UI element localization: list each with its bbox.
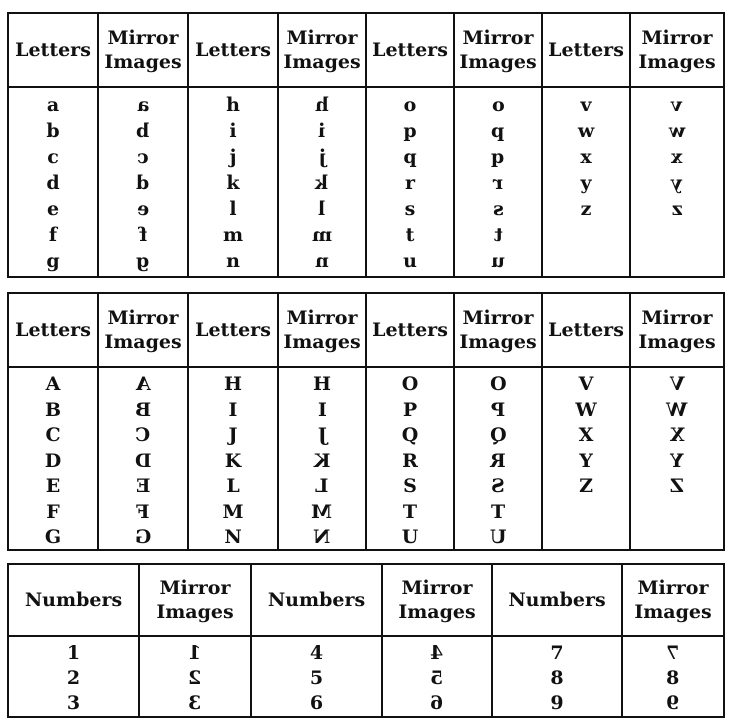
letters-column xyxy=(543,368,631,551)
mirror-letter: h xyxy=(315,94,329,116)
header-label: Letters xyxy=(195,39,271,61)
letter: Z xyxy=(579,475,593,497)
mirror-images-header xyxy=(455,14,543,86)
letter: r xyxy=(404,172,415,194)
number: 9 xyxy=(550,692,564,714)
mirror-letter: p xyxy=(491,120,505,142)
number: 5 xyxy=(309,667,324,689)
letter: D xyxy=(44,449,62,472)
mirror-column xyxy=(279,88,367,276)
header-label: Images xyxy=(104,51,182,73)
mirror-letter: T xyxy=(490,500,506,523)
mirror-letter: G xyxy=(134,526,152,548)
mirror-letter: m xyxy=(311,224,333,246)
mirror-letter: H xyxy=(313,373,331,395)
mirror-column xyxy=(455,88,543,276)
mirror-number: 8 xyxy=(666,667,680,689)
letter: I xyxy=(228,398,238,421)
mirror-letter: j xyxy=(318,146,326,168)
mirror-letter: l xyxy=(318,198,326,220)
uppercase-table-header xyxy=(9,294,723,368)
mirror-letter: W xyxy=(666,398,688,421)
letter: u xyxy=(403,250,417,272)
letter: b xyxy=(46,120,60,142)
header-label: Letters xyxy=(372,39,448,61)
mirror-letter: M xyxy=(311,500,333,523)
letter: B xyxy=(44,398,62,421)
letters-header xyxy=(189,294,279,366)
header-label: Numbers xyxy=(508,589,606,611)
letters-header xyxy=(543,294,631,366)
letter: y xyxy=(580,172,592,194)
letter: C xyxy=(45,424,61,446)
mirror-number: 5 xyxy=(430,667,444,689)
letter: f xyxy=(48,224,58,246)
header-label: Images xyxy=(638,331,716,353)
mirror-letter: q xyxy=(491,146,505,168)
letter: V xyxy=(578,373,594,395)
mirror-letter: x xyxy=(671,146,683,168)
numbers-column xyxy=(9,637,140,716)
mirror-letter: J xyxy=(317,424,327,446)
mirror-letter: D xyxy=(134,449,152,472)
header-label: Images xyxy=(634,601,712,623)
mirror-letter: R xyxy=(490,449,506,472)
letters-column xyxy=(189,88,279,276)
mirror-letter: A xyxy=(135,373,151,395)
mirror-letter: B xyxy=(134,398,152,421)
header-label: Letters xyxy=(372,319,448,341)
letter: h xyxy=(226,94,240,116)
letter: n xyxy=(226,250,240,272)
header-label: Images xyxy=(459,51,537,73)
mirror-letter: u xyxy=(491,250,505,272)
mirror-number: 1 xyxy=(188,642,202,664)
mirror-letter: X xyxy=(669,424,685,446)
letter: F xyxy=(46,500,60,523)
number: 4 xyxy=(309,642,324,664)
header-label: Mirror xyxy=(637,577,709,599)
letter: H xyxy=(224,373,242,395)
mirror-letter: b xyxy=(136,120,150,142)
letters-header xyxy=(189,14,279,86)
letters-column xyxy=(9,368,99,551)
mirror-letter: c xyxy=(137,146,149,168)
uppercase-table xyxy=(7,292,725,551)
letter: m xyxy=(222,224,244,246)
letter: W xyxy=(575,398,597,421)
letter: p xyxy=(403,120,417,142)
number: 1 xyxy=(66,642,81,664)
letter: c xyxy=(47,146,59,168)
mirror-images-header xyxy=(631,294,723,366)
mirror-letter: U xyxy=(489,526,507,548)
letter: d xyxy=(46,172,60,194)
mirror-column xyxy=(623,637,723,716)
letter: A xyxy=(45,373,61,395)
mirror-letter: N xyxy=(313,526,331,548)
mirror-letter: y xyxy=(671,172,683,194)
letter: E xyxy=(45,475,61,497)
letter: g xyxy=(46,250,60,272)
mirror-images-header xyxy=(279,14,367,86)
mirror-letter: E xyxy=(135,475,151,497)
header-label: Mirror xyxy=(107,27,179,49)
letter: a xyxy=(46,94,60,116)
letters-column xyxy=(367,88,455,276)
mirror-letter: C xyxy=(135,424,151,446)
numbers-table-body xyxy=(9,637,723,716)
header-label: Letters xyxy=(15,319,91,341)
mirror-letter: k xyxy=(315,172,329,194)
header-label: Mirror xyxy=(286,307,358,329)
letter: U xyxy=(401,526,419,548)
mirror-letter: w xyxy=(668,120,686,142)
lowercase-table-header xyxy=(9,14,723,88)
mirror-letter: t xyxy=(493,224,503,246)
letter: j xyxy=(229,146,237,168)
mirror-column xyxy=(99,88,189,276)
header-label: Images xyxy=(156,601,234,623)
uppercase-table-body xyxy=(9,368,723,551)
mirror-letter: Q xyxy=(489,424,507,446)
header-label: Images xyxy=(638,51,716,73)
mirror-number: 2 xyxy=(188,667,202,689)
mirror-images-header xyxy=(140,565,252,635)
mirror-letter: P xyxy=(490,398,506,421)
mirror-images-header xyxy=(279,294,367,366)
mirror-number: 3 xyxy=(188,692,202,714)
header-label: Mirror xyxy=(159,577,231,599)
letters-column xyxy=(9,88,99,276)
header-label: Mirror xyxy=(286,27,358,49)
mirror-letter: i xyxy=(318,120,326,142)
mirror-letter: f xyxy=(138,224,148,246)
mirror-images-header xyxy=(383,565,493,635)
header-label: Numbers xyxy=(24,589,123,611)
letter: S xyxy=(403,475,417,497)
mirror-images-header xyxy=(623,565,723,635)
letter: k xyxy=(226,172,240,194)
letter: R xyxy=(402,449,418,472)
header-label: Images xyxy=(283,51,361,73)
letter: x xyxy=(580,146,592,168)
header-label: Images xyxy=(283,331,361,353)
mirror-number: 4 xyxy=(430,642,444,664)
mirror-images-header xyxy=(99,14,189,86)
letter: M xyxy=(222,500,244,523)
header-label: Letters xyxy=(548,319,624,341)
letter: z xyxy=(580,198,592,220)
mirror-letter: V xyxy=(669,373,685,395)
letter: Y xyxy=(579,449,593,472)
letter: K xyxy=(224,449,242,472)
mirror-number: 9 xyxy=(666,692,680,714)
mirror-letter: e xyxy=(136,198,150,220)
letter: i xyxy=(229,120,237,142)
letters-header xyxy=(367,14,455,86)
header-label: Letters xyxy=(195,319,271,341)
number: 3 xyxy=(66,692,81,714)
mirror-letter: d xyxy=(136,172,150,194)
letters-column xyxy=(189,368,279,551)
mirror-letter: K xyxy=(313,449,331,472)
header-label: Images xyxy=(104,331,182,353)
number: 6 xyxy=(309,692,324,714)
header-label: Images xyxy=(459,331,537,353)
mirror-number: 7 xyxy=(666,642,680,664)
numbers-header xyxy=(493,565,623,635)
letters-header xyxy=(9,14,99,86)
letter: e xyxy=(46,198,60,220)
mirror-letter: L xyxy=(315,475,329,497)
header-label: Mirror xyxy=(107,307,179,329)
mirror-letter: r xyxy=(492,172,503,194)
letters-header xyxy=(9,294,99,366)
mirror-column xyxy=(279,368,367,551)
mirror-letter: S xyxy=(491,475,505,497)
header-label: Images xyxy=(398,601,476,623)
header-label: Mirror xyxy=(462,307,534,329)
letter: J xyxy=(228,424,238,446)
header-label: Numbers xyxy=(267,589,366,611)
numbers-header xyxy=(252,565,383,635)
lowercase-table-body xyxy=(9,88,723,276)
header-label: Letters xyxy=(548,39,624,61)
mirror-letter: Y xyxy=(670,449,684,472)
number: 2 xyxy=(66,667,81,689)
mirror-column xyxy=(140,637,252,716)
mirror-letter: v xyxy=(671,94,683,116)
mirror-letter: a xyxy=(136,94,150,116)
numbers-header xyxy=(9,565,140,635)
letter: w xyxy=(577,120,595,142)
letter: X xyxy=(578,424,594,446)
mirror-letter: n xyxy=(315,250,329,272)
header-label: Mirror xyxy=(641,27,713,49)
mirror-letter: O xyxy=(489,373,507,395)
header-label: Mirror xyxy=(462,27,534,49)
numbers-column xyxy=(493,637,623,716)
mirror-letter: s xyxy=(492,198,504,220)
numbers-column xyxy=(252,637,383,716)
letter: T xyxy=(402,500,418,523)
mirror-images-header xyxy=(631,14,723,86)
letters-header xyxy=(367,294,455,366)
header-label: Letters xyxy=(15,39,91,61)
letters-column xyxy=(543,88,631,276)
letter: P xyxy=(402,398,418,421)
mirror-images-header xyxy=(99,294,189,366)
letters-header xyxy=(543,14,631,86)
number: 8 xyxy=(550,667,564,689)
mirror-column xyxy=(631,368,723,551)
header-label: Mirror xyxy=(641,307,713,329)
letter: O xyxy=(401,373,419,395)
letter: L xyxy=(226,475,240,497)
mirror-number: 6 xyxy=(430,692,444,714)
numbers-table-header xyxy=(9,565,723,637)
mirror-letter: I xyxy=(317,398,327,421)
mirror-column xyxy=(631,88,723,276)
lowercase-table xyxy=(7,12,725,278)
letter: N xyxy=(224,526,242,548)
letter: q xyxy=(403,146,417,168)
letter: s xyxy=(404,198,416,220)
mirror-letter: g xyxy=(136,250,150,272)
mirror-letter: o xyxy=(491,94,505,116)
letters-column xyxy=(367,368,455,551)
letter: o xyxy=(403,94,417,116)
letter: Q xyxy=(401,424,419,446)
mirror-letter: Z xyxy=(670,475,684,497)
mirror-column xyxy=(383,637,493,716)
number: 7 xyxy=(550,642,564,664)
numbers-table xyxy=(7,563,725,718)
letter: l xyxy=(229,198,237,220)
letter: v xyxy=(580,94,592,116)
letter: G xyxy=(44,526,62,548)
mirror-letter: F xyxy=(136,500,150,523)
mirror-column xyxy=(455,368,543,551)
mirror-images-header xyxy=(455,294,543,366)
header-label: Mirror xyxy=(401,577,473,599)
mirror-column xyxy=(99,368,189,551)
mirror-letter: z xyxy=(671,198,683,220)
letter: t xyxy=(405,224,415,246)
